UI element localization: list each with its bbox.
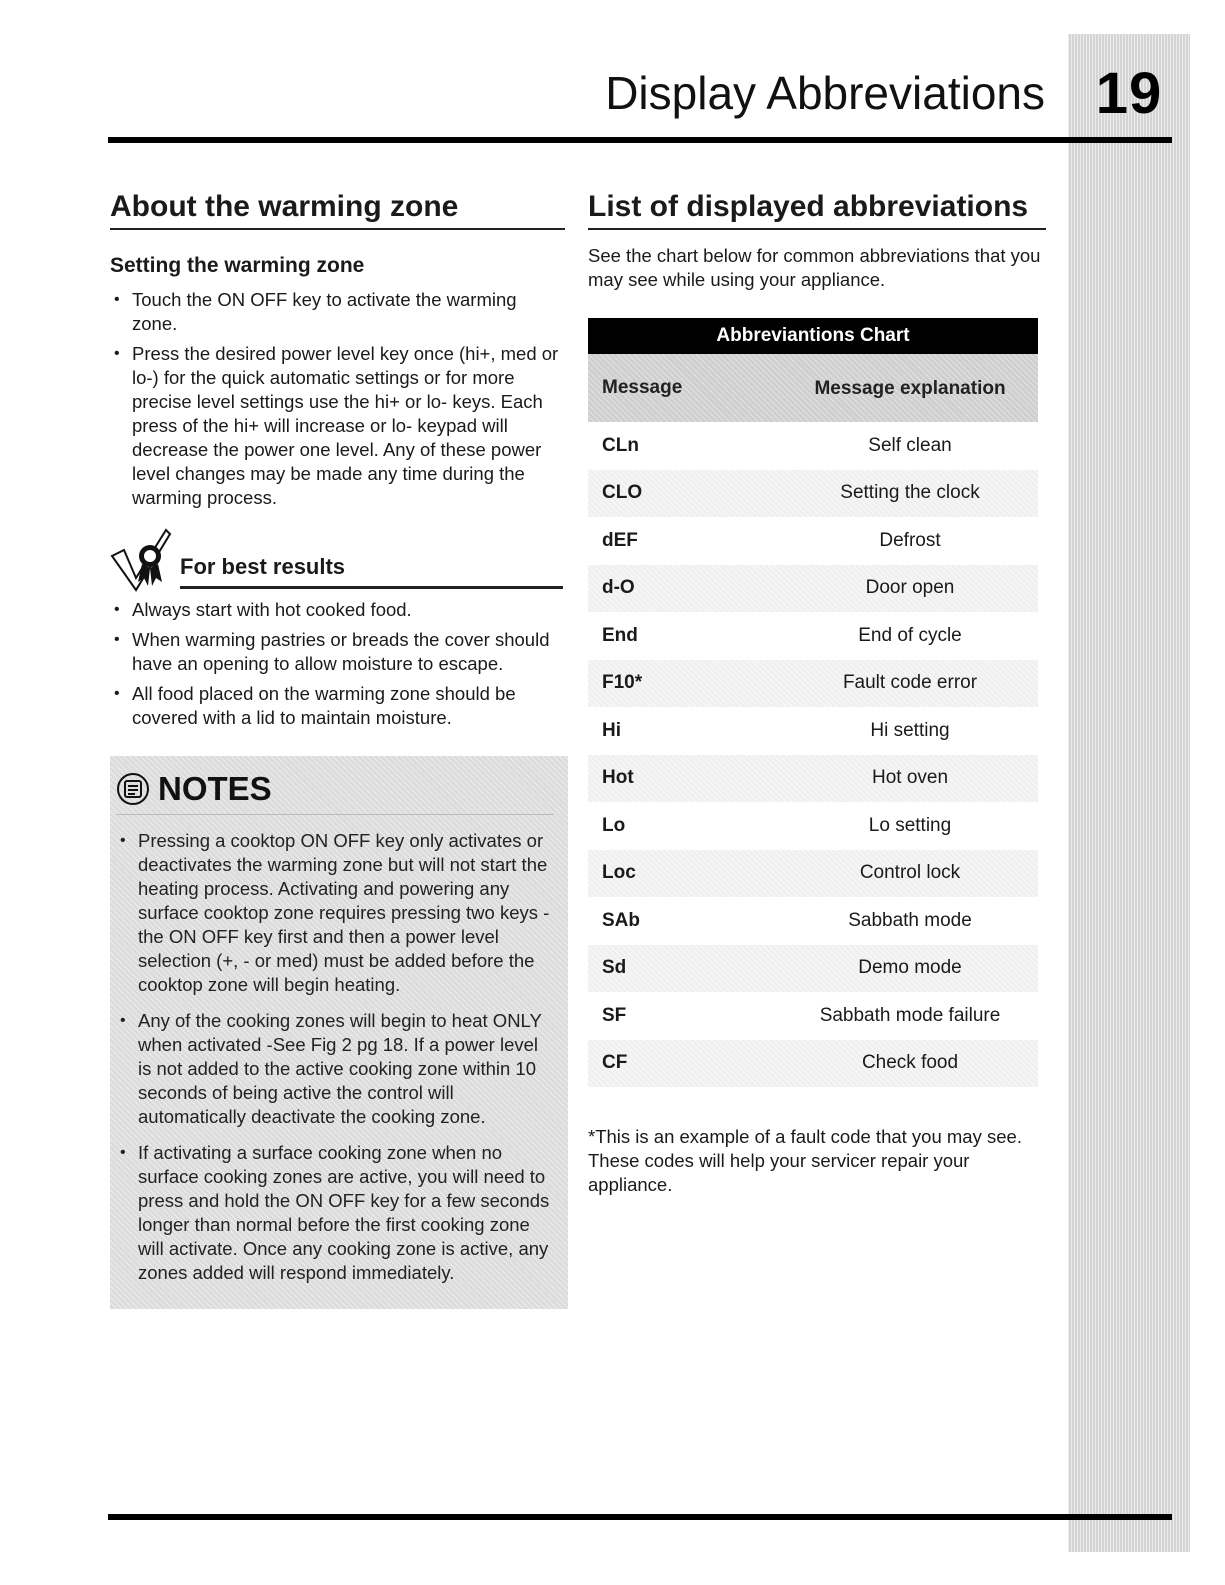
- abbreviation-code: End: [602, 624, 638, 646]
- bottom-rule: [108, 1514, 1172, 1520]
- list-item-text: Pressing a cooktop ON OFF key only activates or deactivates the warming zone but will not start the heating process. Activating and powering any surface cooktop zone requires pressing two keys - the ON OFF key first and then a power level selection (+, - or med) must be added before the cooktop zone will begin heating.: [138, 830, 550, 995]
- right-column: [588, 190, 1046, 1197]
- abbreviation-explanation: Demo mode: [858, 957, 962, 979]
- ribbon-checkmark-icon: [110, 528, 174, 592]
- notepad-icon: [116, 772, 150, 806]
- table-body: [588, 422, 1038, 1087]
- abbreviation-code: d-O: [602, 577, 635, 599]
- abbreviation-explanation: Sabbath mode: [848, 909, 972, 931]
- table-row: [588, 850, 1038, 898]
- abbreviations-intro: See the chart below for common abbreviations that you may see while using your appliance.: [588, 245, 1041, 290]
- abbreviation-code: SAb: [602, 909, 640, 931]
- list-item: [110, 342, 565, 510]
- list-item: [110, 288, 565, 336]
- warming-zone-heading: About the warming zone: [110, 190, 565, 230]
- setting-subheading: Setting the warming zone: [110, 254, 365, 277]
- abbreviation-explanation: Fault code error: [842, 672, 978, 694]
- footnote: *This is an example of a fault code that you may see. These codes will help your servicer repair your appliance.: [588, 1126, 1022, 1195]
- best-results-header: [110, 528, 565, 598]
- notes-title: NOTES: [158, 770, 272, 807]
- column-header-explanation: Message explanation: [814, 377, 1006, 399]
- abbreviation-code: dEF: [602, 529, 638, 551]
- best-results-title: For best results: [180, 554, 346, 579]
- table-title: Abbreviantions Chart: [588, 318, 1038, 354]
- abbreviation-code: SF: [602, 1004, 627, 1026]
- abbreviation-explanation: Check food: [861, 1052, 959, 1074]
- table-row: [588, 612, 1038, 660]
- abbreviations-table: [588, 318, 1038, 1087]
- abbreviation-code: CLO: [602, 482, 643, 504]
- left-column: [110, 190, 565, 1309]
- abbreviation-code: Lo: [602, 814, 626, 836]
- table-row: [588, 897, 1038, 945]
- setting-list: [110, 288, 565, 510]
- top-rule: [108, 137, 1172, 143]
- list-item: [110, 628, 565, 676]
- abbreviation-code: Loc: [602, 862, 636, 884]
- best-results-list: [110, 598, 565, 730]
- table-row: [588, 945, 1038, 993]
- abbreviation-explanation: Self clean: [868, 434, 952, 456]
- abbreviation-code: F10*: [602, 672, 643, 694]
- table-row: [588, 755, 1038, 803]
- abbreviation-code: Sd: [602, 957, 627, 979]
- list-item-text: Always start with hot cooked food.: [132, 599, 412, 620]
- abbreviation-explanation: Setting the clock: [840, 482, 980, 504]
- table-row: [588, 707, 1038, 755]
- table-header: [588, 354, 1038, 422]
- table-row: [588, 660, 1038, 708]
- table-row: [588, 1040, 1038, 1088]
- notes-list: [116, 829, 554, 1285]
- list-item-text: Any of the cooking zones will begin to heat ONLY when activated -See Fig 2 pg 18. If a power level is not added to the active cooking zone within 10 seconds of being active the control will automatically deactivate the cooking zone.: [138, 1010, 542, 1127]
- abbreviation-explanation: Control lock: [859, 862, 961, 884]
- page-number: 19: [1095, 61, 1163, 126]
- list-item-text: If activating a surface cooking zone when no surface cooking zones are active, you will need to press and hold the ON OFF key for a few seconds longer than normal before the first cooking zone will activate. Once any cooking zone is active, any zones added will respond immediately.: [138, 1142, 550, 1283]
- abbreviation-code: CLn: [602, 434, 639, 456]
- abbreviation-explanation: Door open: [865, 577, 955, 599]
- notes-box: [110, 756, 568, 1309]
- table-row: [588, 422, 1038, 470]
- list-item: [110, 598, 565, 622]
- list-item-text: Touch the ON OFF key to activate the warming zone.: [132, 289, 517, 334]
- list-item-text: All food placed on the warming zone should be covered with a lid to maintain moisture.: [132, 683, 516, 728]
- list-item: [110, 682, 565, 730]
- abbreviation-explanation: Lo setting: [868, 814, 952, 836]
- list-item: [116, 1141, 554, 1285]
- list-item: [116, 1009, 554, 1129]
- list-item-text: When warming pastries or breads the cover should have an opening to allow moisture to escape.: [132, 629, 550, 674]
- notes-header: [116, 764, 554, 815]
- column-header-message: Message: [602, 377, 683, 398]
- side-strip: [1068, 34, 1190, 1552]
- table-row: [588, 802, 1038, 850]
- abbreviation-code: Hot: [602, 767, 634, 789]
- abbreviation-code: CF: [602, 1052, 628, 1074]
- abbreviation-explanation: End of cycle: [858, 624, 962, 646]
- abbreviation-code: Hi: [602, 719, 621, 741]
- best-results-rule: [180, 586, 563, 589]
- table-row: [588, 517, 1038, 565]
- abbreviations-heading: List of displayed abbreviations: [588, 190, 1046, 230]
- table-row: [588, 992, 1038, 1040]
- abbreviation-explanation: Hot oven: [871, 767, 949, 789]
- table-row: [588, 470, 1038, 518]
- abbreviation-explanation: Sabbath mode failure: [819, 1004, 1001, 1026]
- page-title: Display Abbreviations: [605, 67, 1045, 119]
- table-row: [588, 565, 1038, 613]
- list-item: [116, 829, 554, 997]
- list-item-text: Press the desired power level key once (hi+, med or lo-) for the quick automatic settings or for more precise level settings use the hi+ or lo- keys. Each press of the hi+ will increase or lo- keypad will decrease the power one level. Any of these power level changes may be made any time during the warming process.: [132, 343, 559, 508]
- abbreviation-explanation: Hi setting: [870, 719, 950, 741]
- abbreviation-explanation: Defrost: [879, 529, 941, 551]
